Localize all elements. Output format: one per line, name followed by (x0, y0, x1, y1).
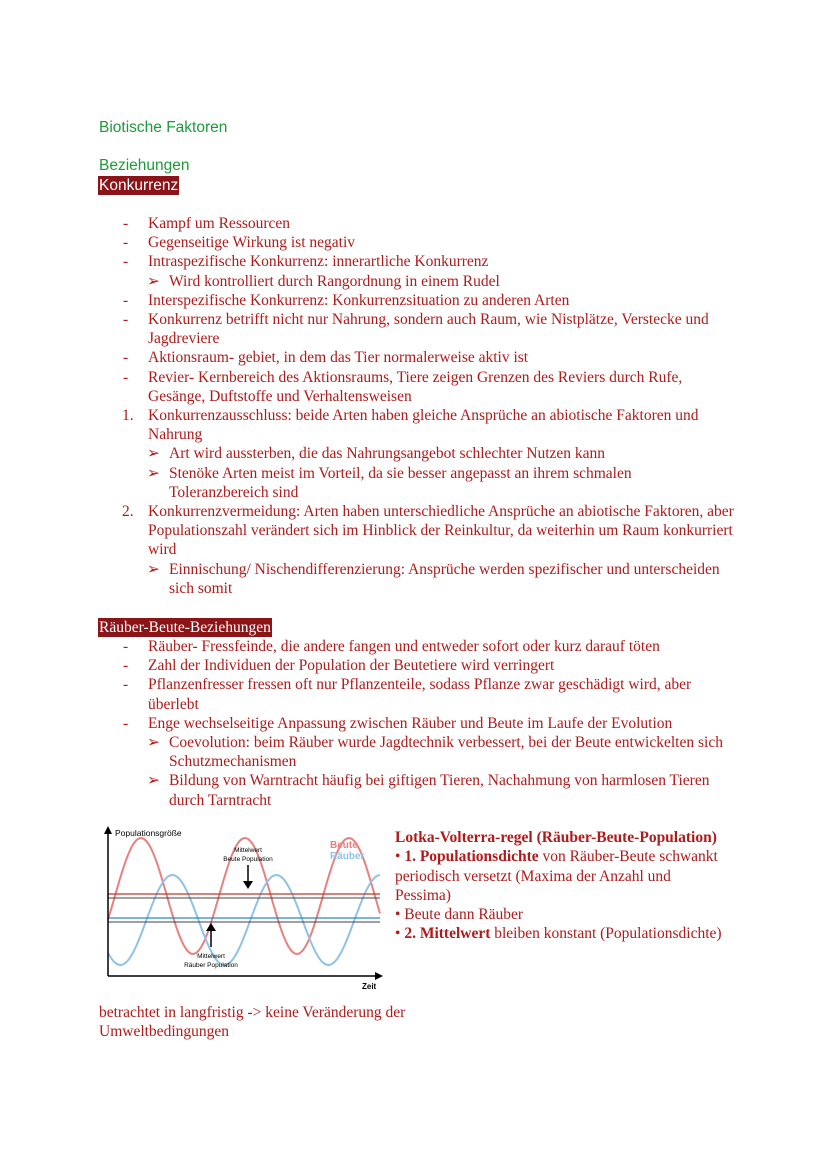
legend-predator: Räuber (330, 851, 365, 862)
list-marker: - (123, 638, 129, 655)
list-item-text: Coevolution: beim Räuber wurde Jagdtechnik verbessert, bei der Beute entwickelten sich Schutzmechanismen (169, 734, 723, 771)
predator-curve (108, 875, 380, 965)
mean-prey-arrowhead (243, 881, 253, 889)
list-marker: 1. (122, 407, 134, 425)
list-item (0, 214, 828, 233)
mean-pred-label-1: Mittelwert (197, 953, 225, 960)
document-title: Biotische Faktoren (99, 119, 228, 136)
mean-pred-arrowhead (206, 923, 216, 931)
heading-raeuber-beute: Räuber-Beute-Beziehungen (99, 619, 271, 636)
list-item-text: Konkurrenzausschluss: beide Arten haben gleiche Ansprüche an abiotische Faktoren und Nahrung (148, 407, 699, 444)
lotka-point-2: • Beute dann Räuber (395, 906, 524, 924)
y-axis-label: Populationsgröße (115, 828, 182, 838)
list-marker: ➢ (147, 272, 160, 290)
heading-konkurrenz: Konkurrenz (99, 177, 179, 194)
list-item (0, 656, 828, 675)
raeuber-beute-list (0, 637, 828, 810)
x-axis-arrow (375, 972, 383, 980)
list-item-text: Zahl der Individuen der Population der Beutetiere wird verringert (148, 657, 555, 675)
list-marker: - (123, 311, 129, 329)
list-item (0, 252, 828, 271)
list-item (0, 310, 828, 348)
list-item (0, 272, 828, 291)
list-item-text: Stenöke Arten meist im Vorteil, da sie besser angepasst an ihrem schmalen Toleranzbereich sind (169, 464, 632, 501)
list-item-text: Pflanzenfresser fressen oft nur Pflanzenteile, sodass Pflanze zwar geschädigt wird, aber überlebt (148, 676, 692, 713)
lotka-point-1-cont: periodisch versetzt (Maxima der Anzahl und Pessima) (395, 867, 671, 904)
list-marker: ➢ (147, 445, 160, 463)
list-item (0, 368, 828, 406)
list-item (0, 406, 828, 444)
list-item-text: Art wird aussterben, die das Nahrungsangebot schlechter Nutzen kann (169, 445, 606, 463)
list-marker: - (123, 291, 129, 309)
list-item (0, 291, 828, 310)
list-marker: - (123, 368, 129, 386)
list-item (0, 233, 828, 252)
y-axis-arrow (104, 826, 112, 834)
list-item-text: Bildung von Warntracht häufig bei giftigen Tieren, Nachahmung von harmlosen Tieren durch Tarntracht (169, 772, 710, 809)
list-marker: ➢ (147, 560, 160, 578)
list-marker: 2. (122, 503, 134, 521)
list-item-text: Kampf um Ressourcen (148, 215, 291, 232)
list-item-text: Gegenseitige Wirkung ist negativ (148, 234, 356, 252)
list-item-text: Enge wechselseitige Anpassung zwischen Räuber und Beute im Laufe der Evolution (148, 714, 673, 732)
list-marker: - (123, 676, 129, 694)
lotka-volterra-figure (100, 824, 385, 994)
list-marker: ➢ (147, 734, 160, 752)
legend-prey: Beute (330, 840, 358, 851)
list-item (0, 637, 828, 656)
list-item-text: Konkurrenz betrifft nicht nur Nahrung, sondern auch Raum, wie Nistplätze, Verstecke und Jagdreviere (148, 311, 709, 348)
lotka-point-1: • 1. Populationsdichte von Räuber-Beute schwankt (395, 848, 718, 866)
list-item-text: Interspezifische Konkurrenz: Konkurrenzsituation zu anderen Arten (148, 291, 570, 309)
list-item-text: Räuber- Fressfeinde, die andere fangen und entweder sofort oder kurz darauf töten (148, 638, 660, 655)
list-marker: - (123, 253, 129, 271)
list-item-text: Aktionsraum- gebiet, in dem das Tier normalerweise aktiv ist (148, 349, 529, 367)
list-item (0, 502, 828, 560)
list-marker: - (123, 714, 129, 732)
list-marker: - (123, 234, 129, 252)
mean-prey-label-1: Mittelwert (234, 847, 262, 854)
lotka-point-3: • 2. Mittelwert bleiben konstant (Populationsdichte) (395, 925, 722, 943)
list-marker: - (123, 349, 129, 367)
lotka-volterra-text (395, 828, 725, 944)
list-marker: - (123, 215, 129, 232)
list-item-text: Einnischung/ Nischendifferenzierung: Ansprüche werden spezifischer und unterscheiden sich somit (169, 560, 720, 597)
list-item (0, 714, 828, 733)
list-item (0, 733, 828, 771)
konkurrenz-list (0, 214, 828, 598)
document-subtitle: Beziehungen (99, 157, 190, 174)
lotka-after-text: betrachtet in langfristig -> keine Veränderung der Umweltbedingungen (99, 1004, 406, 1041)
list-item (0, 444, 828, 463)
list-item (0, 348, 828, 367)
list-item-text: Intraspezifische Konkurrenz: innerartliche Konkurrenz (148, 253, 489, 271)
list-item (0, 675, 828, 713)
list-item (0, 771, 828, 809)
list-item-text: Konkurrenzvermeidung: Arten haben unterschiedliche Ansprüche an abiotische Faktoren, aber Populationszahl verändert sich im Hinblick der Reinkultur, da weiterhin um Raum konkurriert wird (148, 503, 734, 559)
list-item (0, 464, 828, 502)
list-marker: - (123, 657, 129, 675)
lotka-heading: Lotka-Volterra-regel (Räuber-Beute-Population) (395, 829, 717, 846)
list-item-text: Revier- Kernbereich des Aktionsraums, Tiere zeigen Grenzen des Reviers durch Rufe, Gesänge, Duftstoffe und Verhaltensweisen (148, 368, 683, 405)
x-axis-label: Zeit (362, 982, 377, 991)
list-marker: ➢ (147, 772, 160, 790)
list-item-text: Wird kontrolliert durch Rangordnung in einem Rudel (169, 272, 500, 290)
list-item (0, 560, 828, 598)
mean-pred-label-2: Räuber Population (184, 962, 238, 969)
mean-prey-label-2: Beute Population (223, 856, 273, 863)
list-marker: ➢ (147, 464, 160, 482)
